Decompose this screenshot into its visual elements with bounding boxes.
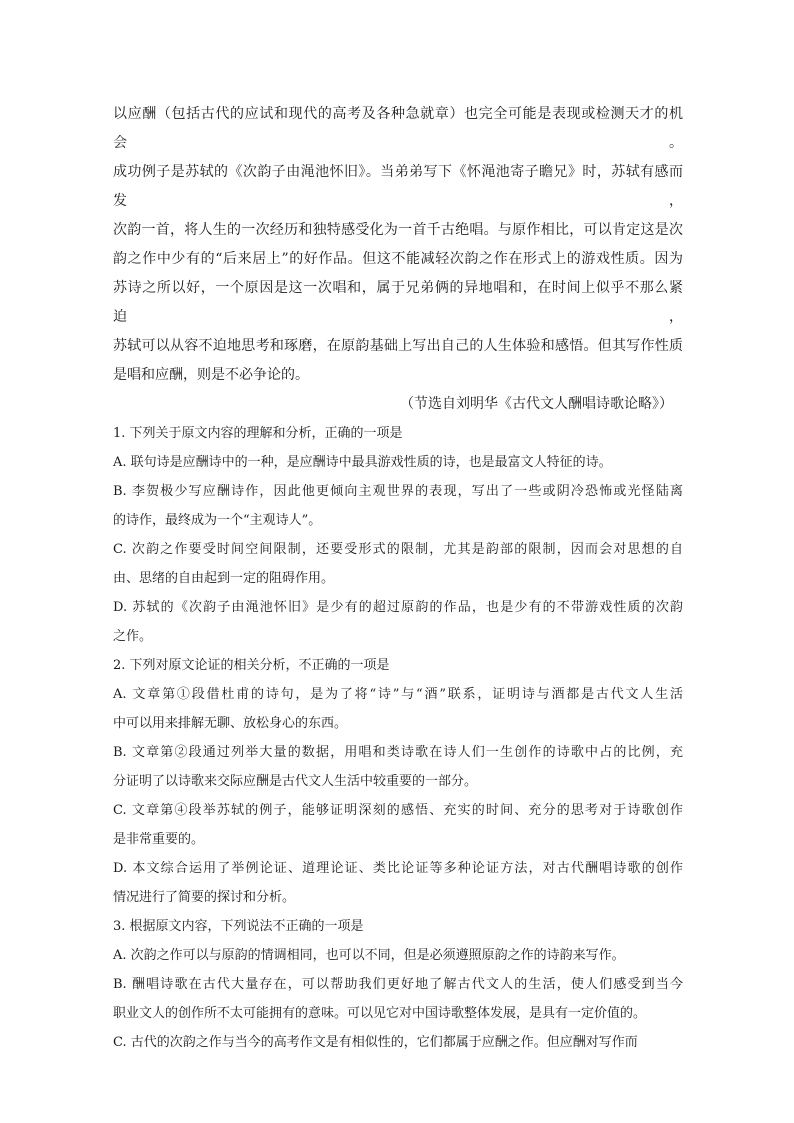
option-line: D. 本文综合运用了举例论证、道理论证、类比论证等多种论证方法，对古代酬唱诗歌的创作	[113, 861, 683, 876]
passage-line: 苏诗之所以好，一个原因是这一次唱和，属于兄弟俩的异地唱和，在时间上似乎不那么紧迫，	[113, 280, 683, 325]
option-line: A. 次韵之作可以与原韵的情调相同，也可以不同，但是必须遵照原韵之作的诗韵来写作。	[113, 948, 625, 963]
passage-paragraph	[113, 100, 683, 390]
option-a	[113, 680, 683, 738]
option-line: 由、思绪的自由起到一定的阻碍作用。	[113, 571, 335, 586]
option-d	[113, 854, 683, 912]
passage-line: 成功例子是苏轼的《次韵子由渑池怀旧》。当弟弟写下《怀渑池寄子瞻兄》时，苏轼有感而发，	[113, 164, 683, 209]
option-a	[113, 448, 683, 477]
option-a	[113, 941, 683, 970]
option-line: 分证明了以诗歌来交际应酬是古代文人生活中较重要的一部分。	[113, 774, 478, 789]
option-c	[113, 535, 683, 593]
option-line: C. 文章第④段举苏轼的例子，能够证明深刻的感悟、充实的时间、充分的思考对于诗歌创作	[113, 803, 683, 818]
option-line: 之作。	[113, 629, 153, 644]
option-line: 的诗作，最终成为一个“主观诗人”。	[113, 513, 322, 528]
passage-line: 是唱和应酬，则是不必争论的。	[113, 367, 309, 383]
passage-source: （节选自刘明华《古代文人酬唱诗歌论略》）	[400, 396, 673, 412]
option-line: A. 联句诗是应酬诗中的一种，是应酬诗中最具游戏性质的诗，也是最富文人特征的诗。	[113, 455, 612, 470]
option-line: 中可以用来排解无聊、放松身心的东西。	[113, 716, 348, 731]
option-c	[113, 796, 683, 854]
document-page	[113, 100, 683, 1057]
option-line: B. 文章第②段通过列举大量的数据，用唱和类诗歌在诗人们一生创作的诗歌中占的比例，充	[113, 745, 683, 760]
option-line: 是非常重要的。	[113, 832, 205, 847]
question-stem-text: 1. 下列关于原文内容的理解和分析，正确的一项是	[113, 426, 403, 441]
option-line: 职业文人的创作所不太可能拥有的意味。可以见它对中国诗歌整体发展，是具有一定价值的。	[113, 1006, 647, 1021]
option-line: A. 文章第①段借杜甫的诗句，是为了将“诗”与“酒”联系，证明诗与酒都是古代文人生活	[113, 687, 683, 702]
option-line: 情况进行了简要的探讨和分析。	[113, 890, 296, 905]
passage-line: 韵之作中少有的“后来居上”的好作品。但这不能减轻次韵之作在形式上的游戏性质。因为	[113, 251, 683, 267]
question-stem	[113, 651, 683, 680]
option-b	[113, 970, 683, 1028]
question-stem	[113, 419, 683, 448]
option-d	[113, 593, 683, 651]
option-line: B. 酬唱诗歌在古代大量存在，可以帮助我们更好地了解古代文人的生活，使人们感受到当今	[113, 977, 683, 992]
passage-line: 次韵一首，将人生的一次经历和独特感受化为一首千古绝唱。与原作相比，可以肯定这是次	[113, 222, 683, 238]
question-stem	[113, 912, 683, 941]
option-c	[113, 1028, 683, 1057]
question-stem-text: 2. 下列对原文论证的相关分析，不正确的一项是	[113, 658, 390, 673]
option-line: C. 次韵之作要受时间空间限制，还要受形式的限制，尤其是韵部的限制，因而会对思想的自	[113, 542, 683, 557]
option-b	[113, 477, 683, 535]
question-stem-text: 3. 根据原文内容，下列说法不正确的一项是	[113, 919, 364, 934]
option-b	[113, 738, 683, 796]
passage-line: 苏轼可以从容不迫地思考和琢磨，在原韵基础上写出自己的人生体验和感悟。但其写作性质	[113, 338, 683, 354]
passage-line: 以应酬（包括古代的应试和现代的高考及各种急就章）也完全可能是表现或检测天才的机会。	[113, 106, 683, 151]
option-line: D. 苏轼的《次韵子由渑池怀旧》是少有的超过原韵的作品，也是少有的不带游戏性质的次韵	[113, 600, 683, 615]
option-line: B. 李贺极少写应酬诗作，因此他更倾向主观世界的表现，写出了一些或阴冷恐怖或光怪陆离	[113, 484, 683, 499]
option-line: C. 古代的次韵之作与当今的高考作文是有相似性的，它们都属于应酬之作。但应酬对写作而	[113, 1035, 638, 1050]
